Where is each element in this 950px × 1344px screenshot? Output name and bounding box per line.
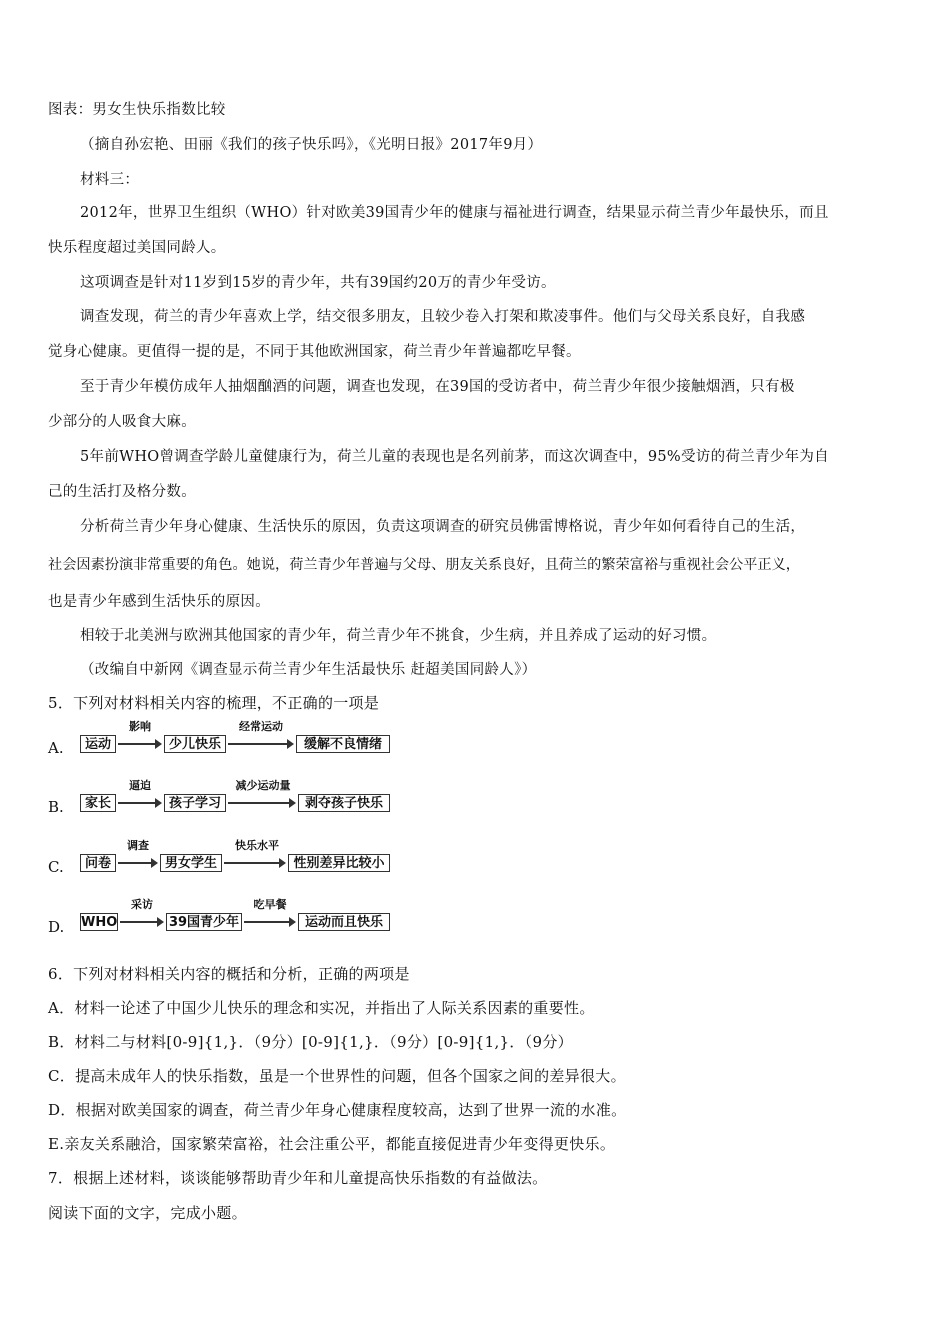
option-a-letter: A. xyxy=(48,739,64,757)
arrow-right-icon xyxy=(224,862,284,864)
flow-box: 少儿快乐 xyxy=(164,735,226,753)
material3-line: 至于青少年模仿成年人抽烟酗酒的问题，调查也发现，在39国的受访者中，荷兰青少年很少接触烟酒，只有极 xyxy=(80,379,795,395)
arrow-right-icon xyxy=(118,802,160,804)
material3-line: 2012年，世界卫生组织（WHO）针对欧美39国青少年的健康与福祉进行调查，结果显示荷兰青少年最快乐，而且 xyxy=(80,205,829,221)
option-b-flowchart xyxy=(80,779,400,814)
flow-label: 快乐水平 xyxy=(235,839,279,852)
flow-box: 孩子学习 xyxy=(164,794,226,812)
question-6-stem: 6．下列对材料相关内容的概括和分析，正确的两项是 xyxy=(48,965,410,983)
material3-heading: 材料三： xyxy=(80,172,140,188)
flow-box: 男女学生 xyxy=(160,854,222,872)
option-c-letter: C. xyxy=(48,858,64,876)
material3-line: 分析荷兰青少年身心健康、生活快乐的原因，负责这项调查的研究员佛雷博格说，青少年如何看待自己的生活， xyxy=(80,519,806,535)
flow-label: 吃早餐 xyxy=(253,898,287,911)
question-6-option-a: A．材料一论述了中国少儿快乐的理念和实况，并指出了人际关系因素的重要性。 xyxy=(48,999,595,1017)
material3-line: 5年前WHO曾调查学龄儿童健康行为，荷兰儿童的表现也是名列前茅，而这次调查中，95%受访的荷兰青少年为自 xyxy=(80,449,829,465)
material3-line: 快乐程度超过美国同龄人。 xyxy=(48,240,226,256)
arrow-right-icon xyxy=(118,743,160,745)
question-6-option-e: E.亲友关系融洽，国家繁荣富裕，社会注重公平，都能直接促进青少年变得更快乐。 xyxy=(48,1135,616,1153)
option-b-letter: B. xyxy=(48,798,64,816)
question-6-option-c: C．提高未成年人的快乐指数，虽是一个世界性的问题，但各个国家之间的差异很大。 xyxy=(48,1067,626,1085)
material3-line: 相较于北美洲与欧洲其他国家的青少年，荷兰青少年不挑食，少生病，并且养成了运动的好习惯。 xyxy=(80,628,717,644)
question-5-stem: 5．下列对材料相关内容的梳理，不正确的一项是 xyxy=(48,694,380,712)
arrow-right-icon xyxy=(228,802,294,804)
question-6-option-b: B．材料二与材料[0-9]{1,}．（9分）[0-9]{1,}．（9分）[0-9]{1,}．（9分） xyxy=(48,1033,573,1051)
flow-box: 运动而且快乐 xyxy=(298,913,390,931)
option-d-letter: D. xyxy=(48,918,65,936)
material3-line: 这项调查是针对11岁到15岁的青少年，共有39国约20万的青少年受访。 xyxy=(80,275,556,291)
flow-box: 问卷 xyxy=(80,854,116,872)
question-7-stem: 7．根据上述材料，谈谈能够帮助青少年和儿童提高快乐指数的有益做法。 xyxy=(48,1169,548,1187)
arrow-right-icon xyxy=(244,921,294,923)
flow-label: 逼迫 xyxy=(129,779,151,792)
flow-box: WHO xyxy=(81,915,118,930)
flow-box: 剥夺孩子快乐 xyxy=(298,794,390,812)
option-d-flowchart xyxy=(80,898,400,933)
option-a-flowchart xyxy=(80,720,400,755)
flow-label: 减少运动量 xyxy=(235,779,291,792)
material3-line: 觉身心健康。更值得一提的是，不同于其他欧洲国家，荷兰青少年普遍都吃早餐。 xyxy=(48,344,581,360)
arrow-right-icon xyxy=(118,862,156,864)
material3-line: 也是青少年感到生活快乐的原因。 xyxy=(48,594,270,610)
chart-source: （摘自孙宏艳、田丽《我们的孩子快乐吗》，《光明日报》2017年9月） xyxy=(80,137,543,153)
flow-box: 家长 xyxy=(80,794,116,812)
reading-instruction: 阅读下面的文字，完成小题。 xyxy=(48,1204,247,1222)
question-6-option-d: D．根据对欧美国家的调查，荷兰青少年身心健康程度较高，达到了世界一流的水准。 xyxy=(48,1101,627,1119)
flow-box: 39国青少年 xyxy=(166,913,242,931)
material3-line: 调查发现，荷兰的青少年喜欢上学，结交很多朋友，且较少卷入打架和欺凌事件。他们与父母关系良好，自我感 xyxy=(80,309,806,325)
flow-label: 影响 xyxy=(129,720,151,733)
chart-caption: 图表：男女生快乐指数比较 xyxy=(48,102,226,118)
option-c-flowchart xyxy=(80,839,400,874)
material3-line: 少部分的人吸食大麻。 xyxy=(48,414,196,430)
flow-box: 运动 xyxy=(80,735,116,753)
material3-source: （改编自中新网《调查显示荷兰青少年生活最快乐 赶超美国同龄人》） xyxy=(80,662,537,678)
flow-box: 性别差异比较小 xyxy=(288,854,390,872)
flow-box: 缓解不良情绪 xyxy=(296,735,390,753)
flow-label: 经常运动 xyxy=(239,720,283,733)
flow-label: 采访 xyxy=(131,898,153,911)
arrow-right-icon xyxy=(120,921,162,923)
material3-line: 己的生活打及格分数。 xyxy=(48,484,196,500)
arrow-right-icon xyxy=(228,743,292,745)
flow-label: 调查 xyxy=(127,839,149,852)
material3-line: 社会因素扮演非常重要的角色。她说，荷兰青少年普遍与父母、朋友关系良好，且荷兰的繁荣富裕与重视社会公平正义， xyxy=(48,557,800,573)
